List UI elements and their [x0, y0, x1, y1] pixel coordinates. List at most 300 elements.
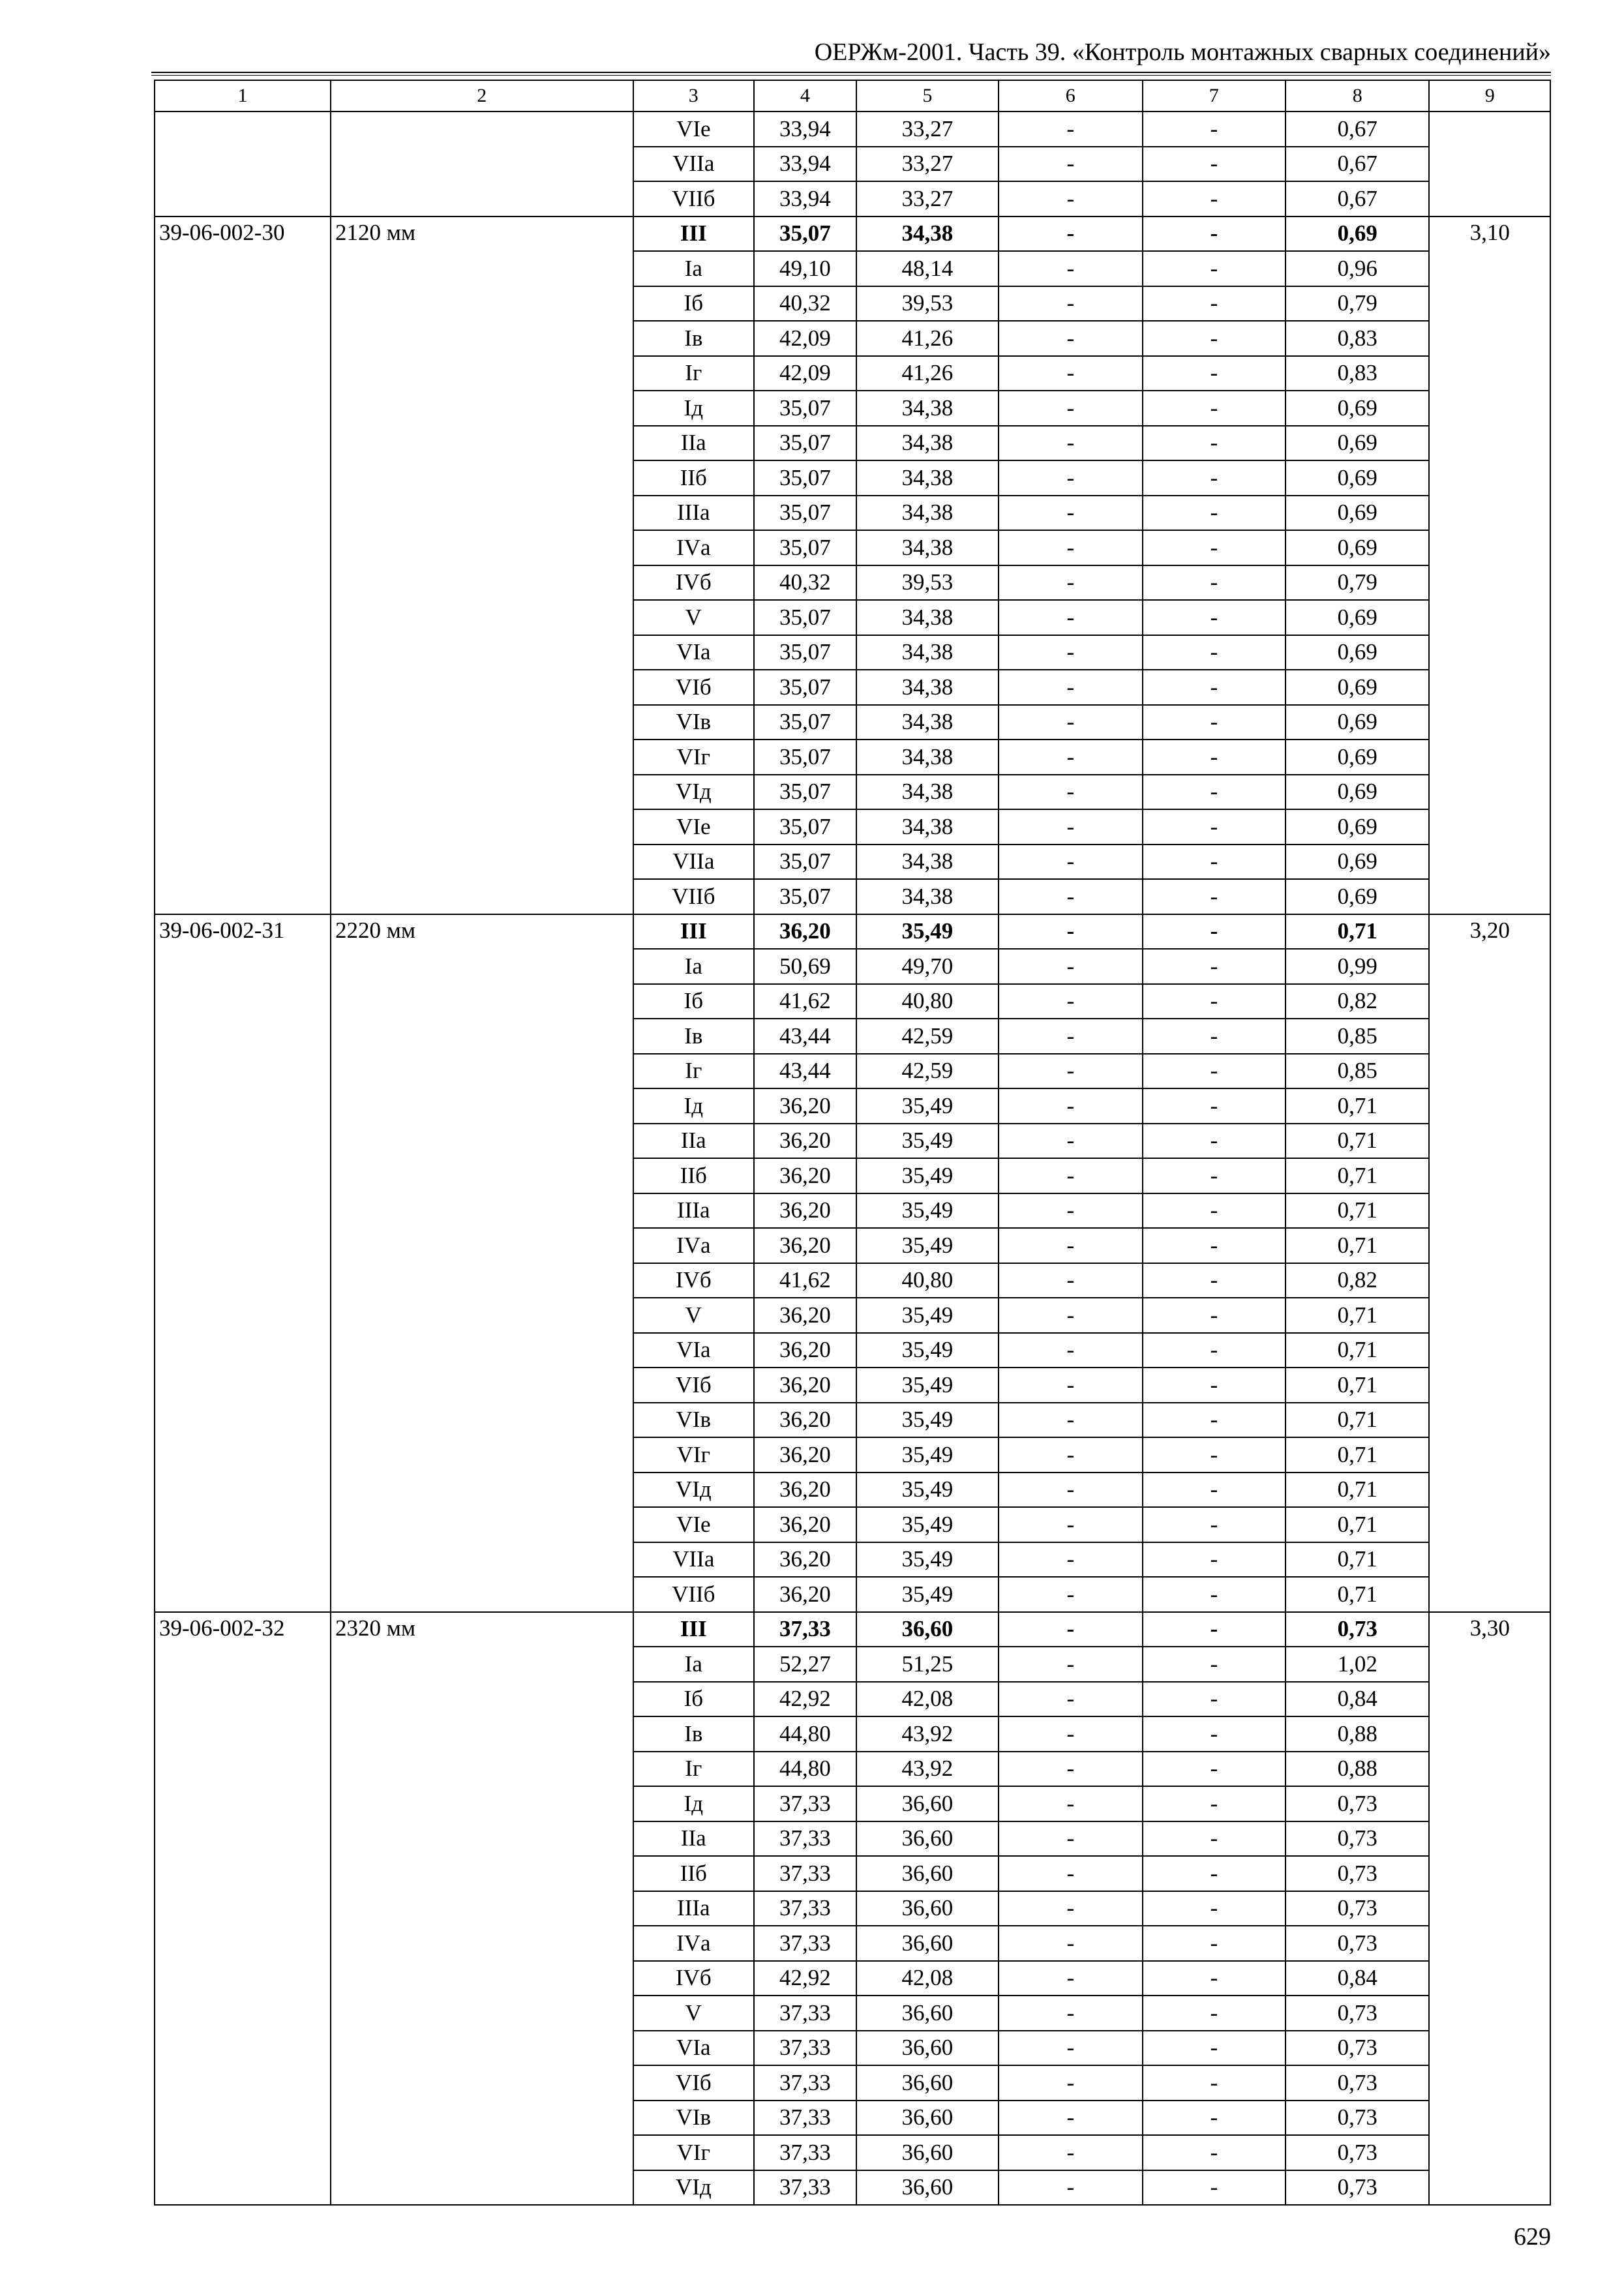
cell-c6: -	[999, 460, 1142, 496]
cell-c3: IIIа	[633, 1193, 754, 1229]
cell-c3: IIIа	[633, 496, 754, 531]
cell-c4: 35,07	[754, 530, 856, 565]
cell-c8: 0,73	[1286, 2065, 1429, 2101]
cell-c4: 36,20	[754, 1193, 856, 1229]
cell-c4: 40,32	[754, 565, 856, 601]
cell-c7: -	[1143, 670, 1286, 705]
table-row	[155, 217, 1550, 252]
cell-c6: -	[999, 1856, 1142, 1891]
cell-c6: -	[999, 705, 1142, 740]
cell-c6: -	[999, 181, 1142, 217]
cell-c8: 0,84	[1286, 1961, 1429, 1996]
cell-c4: 44,80	[754, 1752, 856, 1787]
cell-c3: Iв	[633, 1716, 754, 1752]
cell-c6: -	[999, 321, 1142, 356]
cell-c5: 42,08	[856, 1682, 999, 1717]
cell-c5: 35,49	[856, 1228, 999, 1263]
cell-c3: Iв	[633, 321, 754, 356]
cell-c7: -	[1143, 809, 1286, 845]
cell-c7: -	[1143, 496, 1286, 531]
cell-c5: 35,49	[856, 1158, 999, 1193]
cell-c6: -	[999, 1403, 1142, 1438]
cell-c5: 40,80	[856, 984, 999, 1019]
cell-c5: 34,38	[856, 530, 999, 565]
cell-c3: III	[633, 1612, 754, 1647]
cell-c7: -	[1143, 635, 1286, 670]
cell-c8: 0,83	[1286, 356, 1429, 391]
cell-c5: 49,70	[856, 949, 999, 984]
cell-c6: -	[999, 1437, 1142, 1473]
cell-c3: IIб	[633, 460, 754, 496]
cell-c5: 36,60	[856, 2031, 999, 2066]
cell-c8: 0,71	[1286, 1507, 1429, 1542]
cell-c3: VIв	[633, 1403, 754, 1438]
cell-c4: 35,07	[754, 809, 856, 845]
cell-c5: 34,38	[856, 879, 999, 914]
rate-total	[1429, 112, 1550, 217]
cell-c7: -	[1143, 1716, 1286, 1752]
cell-c5: 42,59	[856, 1019, 999, 1054]
cell-c6: -	[999, 635, 1142, 670]
cell-c8: 0,69	[1286, 879, 1429, 914]
cell-c5: 34,38	[856, 600, 999, 635]
cell-c5: 36,60	[856, 1891, 999, 1926]
cell-c8: 0,73	[1286, 2101, 1429, 2136]
cell-c8: 0,71	[1286, 1403, 1429, 1438]
cell-c5: 34,38	[856, 496, 999, 531]
column-number: 1	[155, 80, 331, 112]
cell-c7: -	[1143, 1158, 1286, 1193]
cell-c4: 35,07	[754, 460, 856, 496]
cell-c5: 35,49	[856, 1577, 999, 1612]
cell-c3: VIд	[633, 2170, 754, 2206]
cell-c3: IIб	[633, 1158, 754, 1193]
cell-c5: 43,92	[856, 1716, 999, 1752]
cell-c6: -	[999, 217, 1142, 252]
cell-c6: -	[999, 1542, 1142, 1578]
cell-c6: -	[999, 949, 1142, 984]
table-row	[155, 112, 1550, 147]
cell-c6: -	[999, 1019, 1142, 1054]
cell-c5: 35,49	[856, 1437, 999, 1473]
cell-c4: 37,33	[754, 2031, 856, 2066]
cell-c3: VIв	[633, 705, 754, 740]
column-number: 9	[1429, 80, 1550, 112]
cell-c6: -	[999, 809, 1142, 845]
cell-c7: -	[1143, 879, 1286, 914]
cell-c4: 52,27	[754, 1647, 856, 1682]
cell-c3: Iг	[633, 1054, 754, 1089]
cell-c4: 43,44	[754, 1054, 856, 1089]
cell-c3: VIе	[633, 809, 754, 845]
cell-c3: VIд	[633, 1473, 754, 1508]
cell-c3: VIд	[633, 775, 754, 810]
cell-c4: 42,92	[754, 1961, 856, 1996]
cell-c4: 40,32	[754, 286, 856, 322]
cell-c7: -	[1143, 1577, 1286, 1612]
cell-c6: -	[999, 1961, 1142, 1996]
cell-c6: -	[999, 600, 1142, 635]
cell-c7: -	[1143, 147, 1286, 182]
cell-c6: -	[999, 1088, 1142, 1124]
cell-c6: -	[999, 2065, 1142, 2101]
cell-c5: 36,60	[856, 2170, 999, 2206]
cell-c4: 37,33	[754, 1891, 856, 1926]
cell-c4: 44,80	[754, 1716, 856, 1752]
cell-c7: -	[1143, 914, 1286, 950]
cell-c6: -	[999, 1473, 1142, 1508]
cell-c5: 36,60	[856, 2101, 999, 2136]
cell-c7: -	[1143, 1647, 1286, 1682]
cell-c7: -	[1143, 530, 1286, 565]
cell-c7: -	[1143, 286, 1286, 322]
cell-c8: 0,73	[1286, 1926, 1429, 1961]
cell-c8: 0,71	[1286, 1542, 1429, 1578]
cell-c7: -	[1143, 565, 1286, 601]
cell-c3: VIб	[633, 1368, 754, 1403]
cell-c7: -	[1143, 1403, 1286, 1438]
cell-c5: 35,49	[856, 1368, 999, 1403]
cell-c3: Iд	[633, 391, 754, 426]
cell-c6: -	[999, 1228, 1142, 1263]
cell-c6: -	[999, 1612, 1142, 1647]
cell-c6: -	[999, 1298, 1142, 1333]
cell-c8: 0,73	[1286, 1821, 1429, 1857]
cell-c8: 0,71	[1286, 1088, 1429, 1124]
cell-c4: 37,33	[754, 1856, 856, 1891]
column-number: 5	[856, 80, 999, 112]
cell-c4: 36,20	[754, 1473, 856, 1508]
cell-c8: 1,02	[1286, 1647, 1429, 1682]
cell-c8: 0,71	[1286, 1368, 1429, 1403]
cell-c4: 35,07	[754, 705, 856, 740]
cell-c4: 37,33	[754, 2101, 856, 2136]
cell-c7: -	[1143, 1682, 1286, 1717]
cell-c5: 34,38	[856, 217, 999, 252]
cell-c7: -	[1143, 1786, 1286, 1821]
cell-c3: Iв	[633, 1019, 754, 1054]
cell-c6: -	[999, 426, 1142, 461]
cell-c3: VIг	[633, 2135, 754, 2170]
cell-c7: -	[1143, 1437, 1286, 1473]
cell-c7: -	[1143, 949, 1286, 984]
cell-c7: -	[1143, 1298, 1286, 1333]
cell-c8: 0,88	[1286, 1716, 1429, 1752]
cell-c6: -	[999, 1054, 1142, 1089]
cell-c3: VIе	[633, 112, 754, 147]
cell-c5: 36,60	[856, 1612, 999, 1647]
cell-c7: -	[1143, 1333, 1286, 1368]
cell-c6: -	[999, 1821, 1142, 1857]
column-number: 7	[1143, 80, 1286, 112]
rate-total: 3,30	[1429, 1612, 1550, 2206]
cell-c8: 0,82	[1286, 984, 1429, 1019]
rate-name: 2220 мм	[331, 914, 633, 1612]
cell-c6: -	[999, 251, 1142, 286]
cell-c8: 0,79	[1286, 286, 1429, 322]
cell-c4: 35,07	[754, 670, 856, 705]
cell-c3: VIг	[633, 740, 754, 775]
cell-c7: -	[1143, 705, 1286, 740]
cell-c8: 0,69	[1286, 530, 1429, 565]
cell-c5: 34,38	[856, 635, 999, 670]
cell-c5: 42,08	[856, 1961, 999, 1996]
cell-c4: 36,20	[754, 1577, 856, 1612]
cell-c3: IIа	[633, 426, 754, 461]
cell-c8: 0,83	[1286, 321, 1429, 356]
cell-c7: -	[1143, 600, 1286, 635]
cell-c5: 36,60	[856, 2135, 999, 2170]
cell-c8: 0,71	[1286, 1577, 1429, 1612]
cell-c3: VIб	[633, 2065, 754, 2101]
cell-c3: IVа	[633, 1926, 754, 1961]
cell-c6: -	[999, 1158, 1142, 1193]
cell-c5: 51,25	[856, 1647, 999, 1682]
cell-c4: 33,94	[754, 181, 856, 217]
cell-c6: -	[999, 2031, 1142, 2066]
cell-c4: 36,20	[754, 914, 856, 950]
cell-c8: 0,69	[1286, 740, 1429, 775]
cell-c7: -	[1143, 1821, 1286, 1857]
rate-code: 39-06-002-31	[155, 914, 331, 1612]
cell-c3: V	[633, 600, 754, 635]
cell-c8: 0,96	[1286, 251, 1429, 286]
cell-c4: 37,33	[754, 1786, 856, 1821]
cell-c6: -	[999, 879, 1142, 914]
cell-c4: 43,44	[754, 1019, 856, 1054]
cell-c3: III	[633, 217, 754, 252]
cell-c4: 42,92	[754, 1682, 856, 1717]
cell-c4: 37,33	[754, 2135, 856, 2170]
cell-c3: Iд	[633, 1088, 754, 1124]
cell-c7: -	[1143, 426, 1286, 461]
cell-c8: 0,73	[1286, 1856, 1429, 1891]
cell-c3: VIа	[633, 2031, 754, 2066]
cell-c7: -	[1143, 1228, 1286, 1263]
cell-c4: 35,07	[754, 635, 856, 670]
cell-c7: -	[1143, 740, 1286, 775]
cell-c4: 33,94	[754, 112, 856, 147]
column-number: 2	[331, 80, 633, 112]
cell-c3: VIб	[633, 670, 754, 705]
cell-c6: -	[999, 1507, 1142, 1542]
cell-c4: 37,33	[754, 2065, 856, 2101]
cell-c4: 42,09	[754, 356, 856, 391]
cell-c3: VIе	[633, 1507, 754, 1542]
cell-c6: -	[999, 1368, 1142, 1403]
column-number: 8	[1286, 80, 1429, 112]
cell-c4: 33,94	[754, 147, 856, 182]
cell-c3: Iб	[633, 984, 754, 1019]
cell-c8: 0,73	[1286, 1891, 1429, 1926]
cell-c6: -	[999, 565, 1142, 601]
cell-c5: 43,92	[856, 1752, 999, 1787]
cell-c3: VIг	[633, 1437, 754, 1473]
rates-table	[154, 80, 1551, 2206]
cell-c7: -	[1143, 1368, 1286, 1403]
cell-c6: -	[999, 984, 1142, 1019]
cell-c3: VIIб	[633, 1577, 754, 1612]
rate-code	[155, 112, 331, 217]
cell-c5: 35,49	[856, 914, 999, 950]
cell-c5: 35,49	[856, 1124, 999, 1159]
cell-c6: -	[999, 2135, 1142, 2170]
cell-c6: -	[999, 670, 1142, 705]
cell-c6: -	[999, 112, 1142, 147]
cell-c8: 0,69	[1286, 600, 1429, 635]
cell-c3: VIа	[633, 635, 754, 670]
cell-c6: -	[999, 286, 1142, 322]
cell-c6: -	[999, 1926, 1142, 1961]
cell-c6: -	[999, 1263, 1142, 1298]
cell-c7: -	[1143, 1996, 1286, 2031]
cell-c7: -	[1143, 1507, 1286, 1542]
cell-c6: -	[999, 1333, 1142, 1368]
cell-c3: VIIа	[633, 1542, 754, 1578]
cell-c5: 41,26	[856, 356, 999, 391]
column-number: 3	[633, 80, 754, 112]
cell-c7: -	[1143, 1193, 1286, 1229]
column-number: 4	[754, 80, 856, 112]
cell-c5: 34,38	[856, 775, 999, 810]
cell-c4: 50,69	[754, 949, 856, 984]
cell-c4: 36,20	[754, 1333, 856, 1368]
cell-c4: 35,07	[754, 740, 856, 775]
cell-c4: 36,20	[754, 1228, 856, 1263]
cell-c5: 35,49	[856, 1193, 999, 1229]
cell-c3: Iа	[633, 1647, 754, 1682]
cell-c7: -	[1143, 2170, 1286, 2206]
cell-c7: -	[1143, 251, 1286, 286]
cell-c3: Iд	[633, 1786, 754, 1821]
cell-c5: 36,60	[856, 1786, 999, 1821]
cell-c7: -	[1143, 321, 1286, 356]
cell-c7: -	[1143, 112, 1286, 147]
cell-c6: -	[999, 1752, 1142, 1787]
rate-total: 3,10	[1429, 217, 1550, 914]
cell-c7: -	[1143, 775, 1286, 810]
cell-c6: -	[999, 1647, 1142, 1682]
cell-c4: 36,20	[754, 1542, 856, 1578]
cell-c4: 36,20	[754, 1124, 856, 1159]
cell-c4: 37,33	[754, 1926, 856, 1961]
cell-c8: 0,99	[1286, 949, 1429, 984]
cell-c8: 0,71	[1286, 1437, 1429, 1473]
cell-c7: -	[1143, 1054, 1286, 1089]
cell-c3: IVа	[633, 530, 754, 565]
cell-c6: -	[999, 1682, 1142, 1717]
cell-c8: 0,69	[1286, 670, 1429, 705]
cell-c4: 35,07	[754, 845, 856, 880]
cell-c3: IVа	[633, 1228, 754, 1263]
column-number-row	[155, 80, 1550, 112]
cell-c8: 0,71	[1286, 1333, 1429, 1368]
cell-c5: 35,49	[856, 1473, 999, 1508]
cell-c7: -	[1143, 1752, 1286, 1787]
cell-c3: IVб	[633, 1961, 754, 1996]
cell-c8: 0,73	[1286, 2135, 1429, 2170]
cell-c5: 41,26	[856, 321, 999, 356]
table-row	[155, 1612, 1550, 1647]
cell-c8: 0,71	[1286, 1193, 1429, 1229]
rate-code: 39-06-002-32	[155, 1612, 331, 2206]
cell-c4: 35,07	[754, 600, 856, 635]
cell-c5: 35,49	[856, 1403, 999, 1438]
cell-c5: 34,38	[856, 740, 999, 775]
cell-c3: VIIб	[633, 879, 754, 914]
cell-c4: 35,07	[754, 879, 856, 914]
cell-c7: -	[1143, 356, 1286, 391]
cell-c3: V	[633, 1996, 754, 2031]
cell-c3: VIIб	[633, 181, 754, 217]
cell-c5: 39,53	[856, 565, 999, 601]
cell-c5: 33,27	[856, 112, 999, 147]
cell-c5: 34,38	[856, 705, 999, 740]
cell-c5: 34,38	[856, 670, 999, 705]
cell-c7: -	[1143, 1542, 1286, 1578]
cell-c8: 0,84	[1286, 1682, 1429, 1717]
cell-c4: 35,07	[754, 391, 856, 426]
rate-name	[331, 112, 633, 217]
cell-c7: -	[1143, 460, 1286, 496]
cell-c4: 36,20	[754, 1298, 856, 1333]
cell-c7: -	[1143, 1124, 1286, 1159]
cell-c5: 33,27	[856, 147, 999, 182]
cell-c6: -	[999, 356, 1142, 391]
cell-c5: 48,14	[856, 251, 999, 286]
cell-c3: Iб	[633, 286, 754, 322]
cell-c8: 0,69	[1286, 496, 1429, 531]
running-header: ОЕРЖм-2001. Часть 39. «Контроль монтажных сварных соединений»	[814, 38, 1551, 66]
cell-c7: -	[1143, 845, 1286, 880]
cell-c4: 35,07	[754, 426, 856, 461]
cell-c4: 42,09	[754, 321, 856, 356]
cell-c8: 0,71	[1286, 1228, 1429, 1263]
cell-c5: 39,53	[856, 286, 999, 322]
cell-c5: 42,59	[856, 1054, 999, 1089]
cell-c8: 0,67	[1286, 181, 1429, 217]
cell-c6: -	[999, 1996, 1142, 2031]
cell-c8: 0,69	[1286, 391, 1429, 426]
cell-c4: 37,33	[754, 1996, 856, 2031]
cell-c3: IVб	[633, 1263, 754, 1298]
cell-c6: -	[999, 1891, 1142, 1926]
cell-c4: 41,62	[754, 984, 856, 1019]
cell-c7: -	[1143, 1891, 1286, 1926]
cell-c6: -	[999, 775, 1142, 810]
cell-c3: IIIа	[633, 1891, 754, 1926]
cell-c4: 37,33	[754, 1612, 856, 1647]
cell-c8: 0,71	[1286, 1473, 1429, 1508]
rate-name: 2320 мм	[331, 1612, 633, 2206]
cell-c4: 35,07	[754, 217, 856, 252]
cell-c7: -	[1143, 1019, 1286, 1054]
cell-c3: VIIа	[633, 845, 754, 880]
cell-c8: 0,71	[1286, 1158, 1429, 1193]
cell-c8: 0,85	[1286, 1054, 1429, 1089]
cell-c3: Iг	[633, 1752, 754, 1787]
cell-c8: 0,69	[1286, 809, 1429, 845]
cell-c8: 0,69	[1286, 635, 1429, 670]
cell-c7: -	[1143, 984, 1286, 1019]
column-number: 6	[999, 80, 1142, 112]
cell-c6: -	[999, 391, 1142, 426]
cell-c6: -	[999, 530, 1142, 565]
cell-c3: VIа	[633, 1333, 754, 1368]
cell-c8: 0,73	[1286, 2031, 1429, 2066]
cell-c4: 36,20	[754, 1088, 856, 1124]
table-body	[155, 80, 1550, 2205]
